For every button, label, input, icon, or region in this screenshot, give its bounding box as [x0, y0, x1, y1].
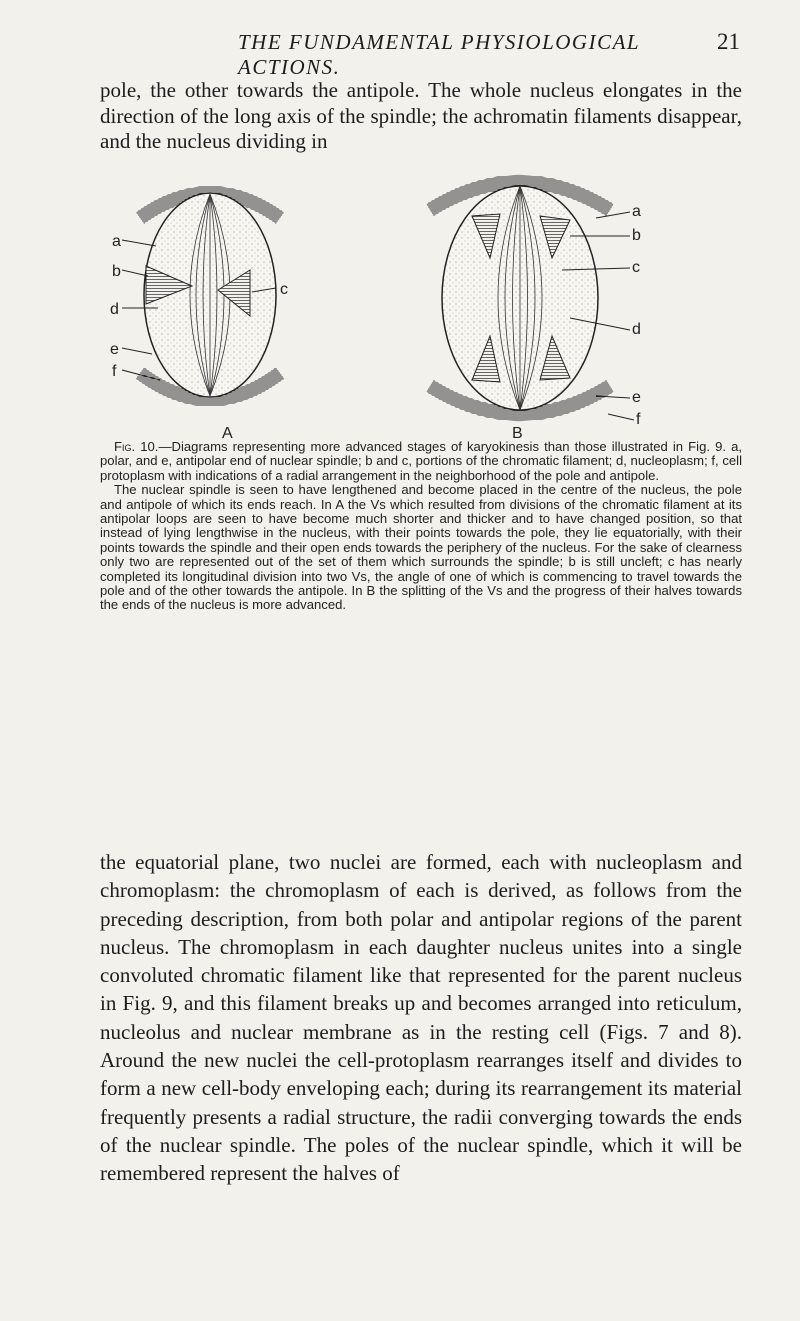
- panel-a-leader-a: [122, 240, 156, 246]
- panel-b-diagram: [430, 182, 641, 442]
- panel-b-label: B: [512, 425, 523, 442]
- running-title: THE FUNDAMENTAL PHYSIOLOGICAL ACTIONS.: [238, 30, 640, 79]
- panel-a-diagram: [110, 193, 288, 442]
- figure-caption: [100, 440, 742, 613]
- panel-b-letter-f: f: [636, 411, 641, 428]
- running-head: [100, 29, 740, 79]
- figure-svg: [100, 158, 740, 442]
- caption-text-1: —Diagrams representing more advanced stages of karyokinesis than those illustrated in Fig. 9. a, polar, and e, antipolar end of nuclear spindle; b and c, portions of the chromatic filament; d, nucleoplasm; f, cell protoplasm with indications of a radial arrangement in the neighborhood of the pole and antipole.: [100, 439, 742, 483]
- panel-a-leader-b: [122, 270, 148, 276]
- caption-paragraph-2: The nuclear spindle is seen to have lengthened and become placed in the centre of the nucleus, the pole and antipole of which its ends reach. In A the Vs which resulted from divisions of the chromatic filament at its antipolar loops are seen to have become much shorter and thicker and to have changed position, so that instead of lying lengthwise in the nucleus, with their points towards the pole, they lie equatorially, with their points towards the spindle and their open ends towards the periphery of the nucleus. For the sake of clearness only two are represented out of the set of them which surrounds the spindle; b is still uncleft; c has nearly completed its longitudinal division into two Vs, the angle of one of which is commencing to travel towards the pole and of the other towards the antipole. In B the splitting of the Vs and the progress of their halves towards the ends of the nucleus is more advanced.: [100, 482, 742, 613]
- panel-b-letter-b: b: [632, 227, 641, 244]
- caption-figure-label: Fig. 10.: [114, 439, 159, 454]
- panel-a-label: A: [222, 425, 233, 442]
- panel-b-letter-e: e: [632, 389, 641, 406]
- caption-paragraph-1: [100, 440, 742, 483]
- opening-paragraph: pole, the other towards the antipole. The whole nucleus elongates in the direction of the long axis of the spindle; the achromatin filaments disappear, and the nucleus dividing in: [100, 78, 742, 153]
- panel-b-letter-d: d: [632, 321, 641, 338]
- closing-paragraph: the equatorial plane, two nuclei are formed, each with nucleoplasm and chromoplasm: the chromoplasm of each is derived, as follows from the preceding description, from both polar and antipolar regions of the parent nucleus. The chromoplasm in each daughter nucleus unites into a single convoluted chromatic filament like that represented for the parent nucleus in Fig. 9, and this filament breaks up and becomes arranged into reticulum, nucleolus and nuclear membrane as in the resting cell (Figs. 7 and 8). Around the new nuclei the cell-protoplasm rearranges itself and divides to form a new cell-body enveloping each; during its rearrangement its material frequently presents a radial structure, the radii converging towards the ends of the nuclear spindle. The poles of the nuclear spindle, which it will be remembered represent the halves of: [100, 850, 742, 1186]
- figure-karyokinesis-diagrams: [100, 158, 740, 442]
- panel-b-letter-a: a: [632, 203, 641, 220]
- panel-a-letter-d: d: [110, 301, 119, 318]
- panel-a-letter-b: b: [112, 263, 121, 280]
- panel-b-leader-a: [596, 212, 630, 218]
- panel-a-letter-c: c: [280, 281, 288, 298]
- page-number: 21: [717, 29, 740, 54]
- panel-a-letter-a: a: [112, 233, 121, 250]
- panel-b-leader-f: [608, 414, 634, 420]
- panel-b-letter-c: c: [632, 259, 640, 276]
- panel-a-letter-f: f: [112, 363, 117, 380]
- panel-a-letter-e: e: [110, 341, 119, 358]
- panel-a-leader-e: [122, 348, 152, 354]
